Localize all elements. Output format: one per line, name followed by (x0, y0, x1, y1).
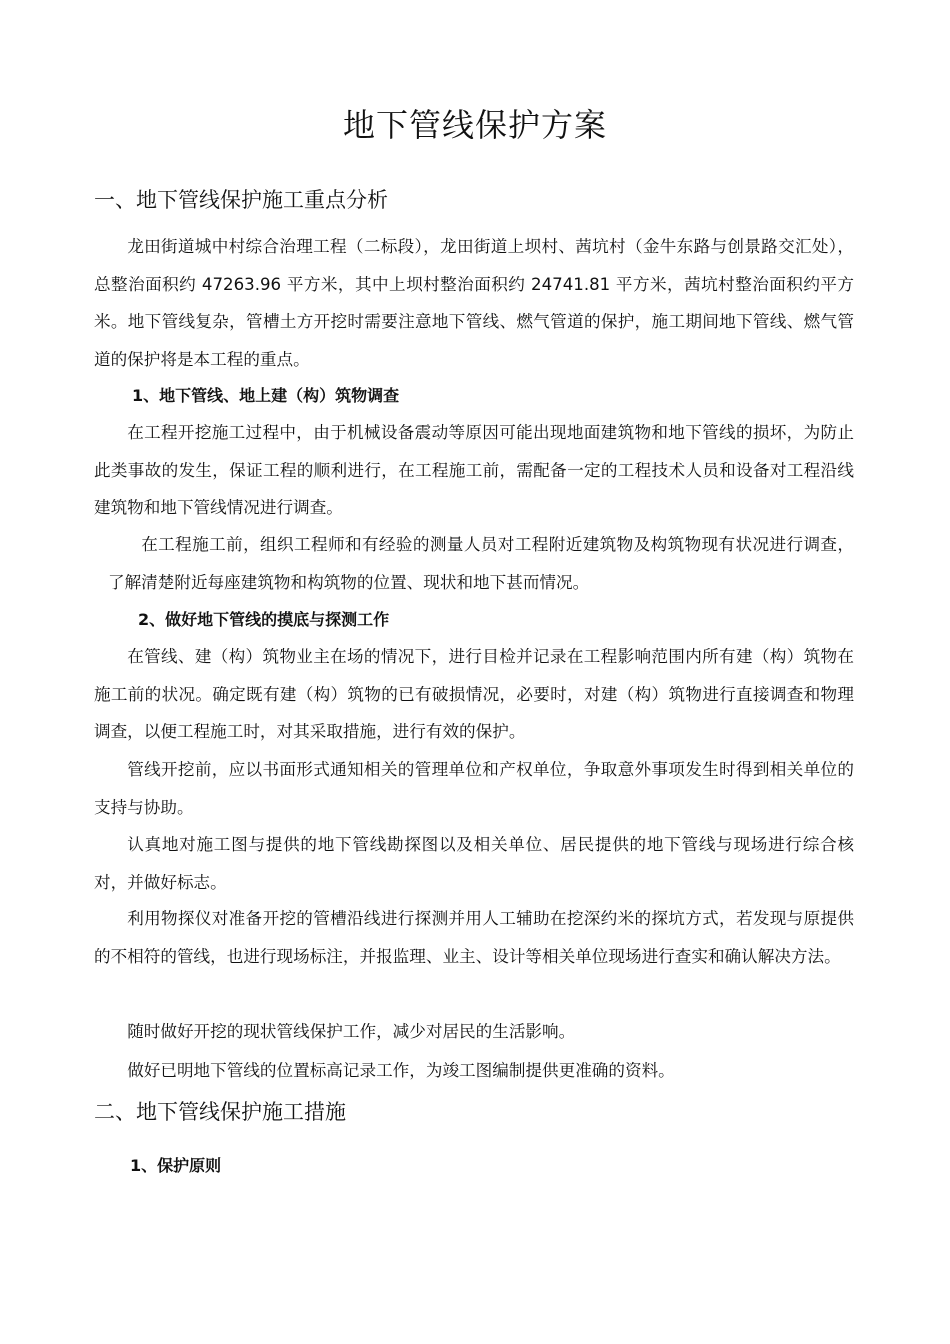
subsection-1-2-paragraph-2: 管线开挖前，应以书面形式通知相关的管理单位和产权单位，争取意外事项发生时得到相关单位的支持与协助。 (94, 760, 854, 817)
subsection-1-2-paragraph-1: 在管线、建（构）筑物业主在场的情况下，进行目检并记录在工程影响范围内所有建（构）筑物在施工前的状况。确定既有建（构）筑物的已有破损情况，必要时，对建（构）筑物进行直接调查和物理调查，以便工程施工时，对其采取措施，进行有效的保护。 (94, 647, 854, 741)
subsection-1-1-paragraph-1: 在工程开挖施工过程中，由于机械设备震动等原因可能出现地面建筑物和地下管线的损坏，为防止此类事故的发生，保证工程的顺利进行，在工程施工前，需配备一定的工程技术人员和设备对工程沿线建筑物和地下管线情况进行调查。 (94, 423, 854, 517)
subsection-1-2-heading: 2、做好地下管线的摸底与探测工作 (138, 610, 390, 629)
subsection-1-1-heading: 1、地下管线、地上建（构）筑物调查 (132, 386, 400, 405)
section-1-heading: 一、地下管线保护施工重点分析 (94, 188, 388, 212)
subsection-1-2-paragraph-4: 利用物探仪对准备开挖的管槽沿线进行探测并用人工辅助在挖深约米的探坑方式，若发现与原提供的不相符的管线，也进行现场标注，并报监理、业主、设计等相关单位现场进行查实和确认解决方法。 (94, 909, 854, 966)
document-title: 地下管线保护方案 (342, 106, 607, 144)
subsection-1-2-paragraph-3: 认真地对施工图与提供的地下管线勘探图以及相关单位、居民提供的地下管线与现场进行综合核对，并做好标志。 (94, 835, 854, 892)
subsection-1-2-paragraph-5: 随时做好开挖的现状管线保护工作，减少对居民的生活影响。 (127, 1022, 576, 1041)
section-2-heading: 二、地下管线保护施工措施 (94, 1100, 346, 1124)
subsection-1-1-paragraph-2: 在工程施工前，组织工程师和有经验的测量人员对工程附近建筑物及构筑物现有状况进行调查，了解清楚附近每座建筑物和构筑物的位置、现状和地下甚而情况。 (108, 535, 854, 592)
section-1-intro-paragraph: 龙田街道城中村综合治理工程（二标段），龙田街道上坝村、茜坑村（金牛东路与创景路交汇处），总整治面积约 47263.96 平方米，其中上坝村整治面积约 24741.81 平方米，茜坑村整治面积约平方米。地下管线复杂，管槽土方开挖时需要注意地下管线、燃气管道的保护，施工期间地下管线、燃气管道的保护将是本工程的重点。 (94, 237, 854, 369)
subsection-2-1-heading: 1、保护原则 (130, 1156, 222, 1175)
subsection-1-2-paragraph-6: 做好已明地下管线的位置标高记录工作，为竣工图编制提供更准确的资料。 (127, 1061, 675, 1080)
